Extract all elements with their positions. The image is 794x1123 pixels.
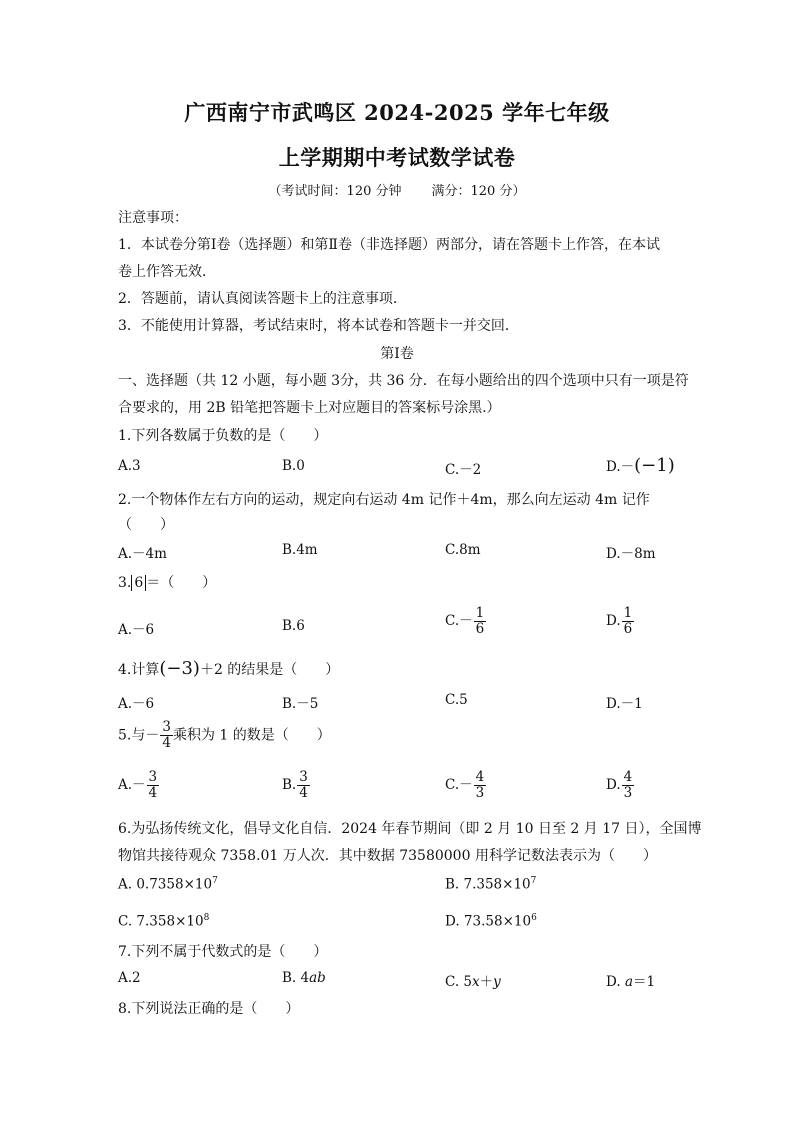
q6-option-b-base: B. 7.358×10 xyxy=(445,876,531,893)
question-6-stem-line2: 物馆共接待观众 7358.01 万人次．其中数据 73580000 用科学记数法表示为（ ） xyxy=(118,848,657,864)
q7-option-d-prefix: D. xyxy=(606,974,625,990)
q4-option-d: D.－1 xyxy=(606,696,643,712)
fraction-numerator: 1 xyxy=(475,605,485,621)
q5-option-a-fraction xyxy=(147,770,160,801)
fraction-numerator: 3 xyxy=(148,769,158,785)
q5-stem-suffix: 乘积为 1 的数是（ ） xyxy=(172,727,331,744)
q3-option-d-fraction xyxy=(622,606,635,637)
q5-option-d-prefix: D. xyxy=(606,777,621,793)
q3-option-d xyxy=(606,606,634,637)
q5-option-d-fraction xyxy=(622,770,635,801)
q4-option-a: A.－6 xyxy=(118,696,155,712)
q7-option-c-plus: ＋ xyxy=(479,974,494,990)
q6-option-d xyxy=(445,913,537,930)
q2-option-b: B.4m xyxy=(282,542,318,558)
question-8-stem: 8.下列说法正确的是（ ） xyxy=(118,1001,300,1017)
fraction-numerator: 3 xyxy=(299,769,308,785)
fraction-denominator: 3 xyxy=(475,785,485,801)
q5-option-d xyxy=(606,770,634,801)
q7-option-c-var-y: y xyxy=(493,974,501,990)
q6-option-b xyxy=(445,876,536,893)
exam-title-line1: 广西南宁市武鸣区 2024-2025 学年七年级 xyxy=(184,100,610,125)
question-2-stem-line2: （ ） xyxy=(118,517,174,533)
q7-option-b-variable: ab xyxy=(309,970,326,986)
fraction-numerator: 3 xyxy=(162,719,171,735)
q5-option-a xyxy=(118,770,159,801)
q4-option-c: C.5 xyxy=(445,692,468,708)
q6-option-a xyxy=(118,876,218,893)
question-2-stem-line1: 2.一个物体作左右方向的运动，规定向右运动 4m 记作＋4m，那么向左运动 4m 记作 xyxy=(118,492,650,508)
q3-stem-suffix: ＝（ ） xyxy=(146,575,217,591)
q4-stem-prefix: 4.计算 xyxy=(118,662,160,678)
q7-option-b xyxy=(282,970,326,986)
q1-option-b: B.0 xyxy=(282,458,305,474)
question-7-stem: 7.下列不属于代数式的是（ ） xyxy=(118,944,328,960)
q6-option-c xyxy=(118,913,209,930)
q7-option-d-variable: a xyxy=(624,974,633,990)
q6-option-d-base: D. 73.58×10 xyxy=(445,913,532,930)
fraction-denominator: 6 xyxy=(475,621,485,637)
q5-option-b xyxy=(282,770,310,801)
question-5-stem xyxy=(118,720,331,751)
q6-option-a-base: A. 0.7358×10 xyxy=(118,876,213,893)
q3-option-c-fraction xyxy=(474,606,487,637)
question-1-stem: 1.下列各数属于负数的是（ ） xyxy=(118,428,328,444)
q2-option-c: C.8m xyxy=(445,542,481,558)
fraction-denominator: 6 xyxy=(623,621,633,637)
q3-absolute-value: 6 xyxy=(131,575,146,591)
full-score: 满分：120 分） xyxy=(431,184,526,199)
q5-option-b-fraction xyxy=(297,770,310,801)
notes-heading: 注意事项： xyxy=(118,210,188,226)
q1-option-d-prefix: D.－ xyxy=(606,459,635,475)
q6-option-c-exponent: 8 xyxy=(203,913,210,923)
q6-option-d-exponent: 6 xyxy=(531,913,537,923)
q3-option-c-prefix: C.－ xyxy=(445,613,473,629)
q4-stem-suffix: ＋2 的结果是（ ） xyxy=(199,662,340,678)
q6-option-c-base: C. 7.358×10 xyxy=(118,913,204,930)
q5-option-c xyxy=(445,770,486,801)
q5-option-c-prefix: C.－ xyxy=(445,777,473,793)
note-item1-line2: 卷上作答无效． xyxy=(118,264,216,280)
exam-title-line2: 上学期期中考试数学试卷 xyxy=(278,145,516,170)
note-item3: 3．不能使用计算器，考试结束时，将本试卷和答题卡一并交回． xyxy=(118,318,519,334)
section-title: 第Ⅰ卷 xyxy=(380,346,414,362)
q7-option-c-var-x: x xyxy=(472,974,480,990)
q7-option-c xyxy=(445,970,501,990)
q1-option-d xyxy=(606,455,675,476)
q5-option-b-prefix: B. xyxy=(282,777,297,793)
exam-time: （考试时间：120 分钟 xyxy=(268,184,402,199)
q3-stem-prefix: 3. xyxy=(118,575,132,591)
section-intro-line1: 一、选择题（共 12 小题，每小题 3分，共 36 分．在每小题给出的四个选项中只有一项是符 xyxy=(118,373,689,389)
q3-option-b: B.6 xyxy=(282,618,305,634)
q3-option-d-prefix: D. xyxy=(606,613,621,629)
question-6-stem-line1: 6.为弘扬传统文化，倡导文化自信．2024 年春节期间（即 2 月 10 日至 2 月 17 日），全国博 xyxy=(118,821,702,837)
q5-option-c-fraction xyxy=(474,770,487,801)
fraction-numerator: 4 xyxy=(475,769,485,785)
q7-option-d-suffix: ＝1 xyxy=(633,974,656,990)
fraction-denominator: 4 xyxy=(299,785,308,801)
q5-option-a-prefix: A.－ xyxy=(118,777,146,793)
section-intro-line2: 合要求的，用 2B 铅笔把答题卡上对应题目的答案标号涂黑.） xyxy=(118,400,501,416)
q7-option-a: A.2 xyxy=(118,970,141,986)
fraction-denominator: 3 xyxy=(623,785,633,801)
q7-option-c-prefix: C. 5 xyxy=(445,974,473,990)
q4-expression: (−3) xyxy=(159,658,200,679)
q1-option-d-expr: (−1) xyxy=(634,455,675,476)
note-item1-line1: 1．本试卷分第Ⅰ卷（选择题）和第Ⅱ卷（非选择题）两部分，请在答题卡上作答，在本试 xyxy=(118,237,660,253)
question-4-stem xyxy=(118,658,339,679)
q5-stem-prefix: 5.与－ xyxy=(118,727,160,744)
q5-stem-fraction xyxy=(160,720,173,751)
q6-option-a-exponent: 7 xyxy=(212,876,218,886)
fraction-denominator: 4 xyxy=(162,735,171,751)
q3-option-c xyxy=(445,606,486,637)
q4-option-b: B.－5 xyxy=(282,696,319,712)
q1-option-c: C.－2 xyxy=(445,462,482,478)
q3-option-a: A.－6 xyxy=(118,622,155,638)
q1-option-a: A.3 xyxy=(118,458,141,474)
note-item2: 2．答题前，请认真阅读答题卡上的注意事项． xyxy=(118,291,407,307)
q7-option-b-prefix: B. 4 xyxy=(282,970,310,986)
q7-option-d xyxy=(606,970,655,990)
fraction-numerator: 1 xyxy=(623,605,633,621)
q6-option-b-exponent: 7 xyxy=(530,876,537,886)
exam-info xyxy=(0,180,794,199)
question-3-stem xyxy=(118,572,216,592)
q2-option-a: A.－4m xyxy=(118,546,167,562)
fraction-denominator: 4 xyxy=(148,785,158,801)
fraction-numerator: 4 xyxy=(623,769,633,785)
q2-option-d: D.－8m xyxy=(606,546,656,562)
